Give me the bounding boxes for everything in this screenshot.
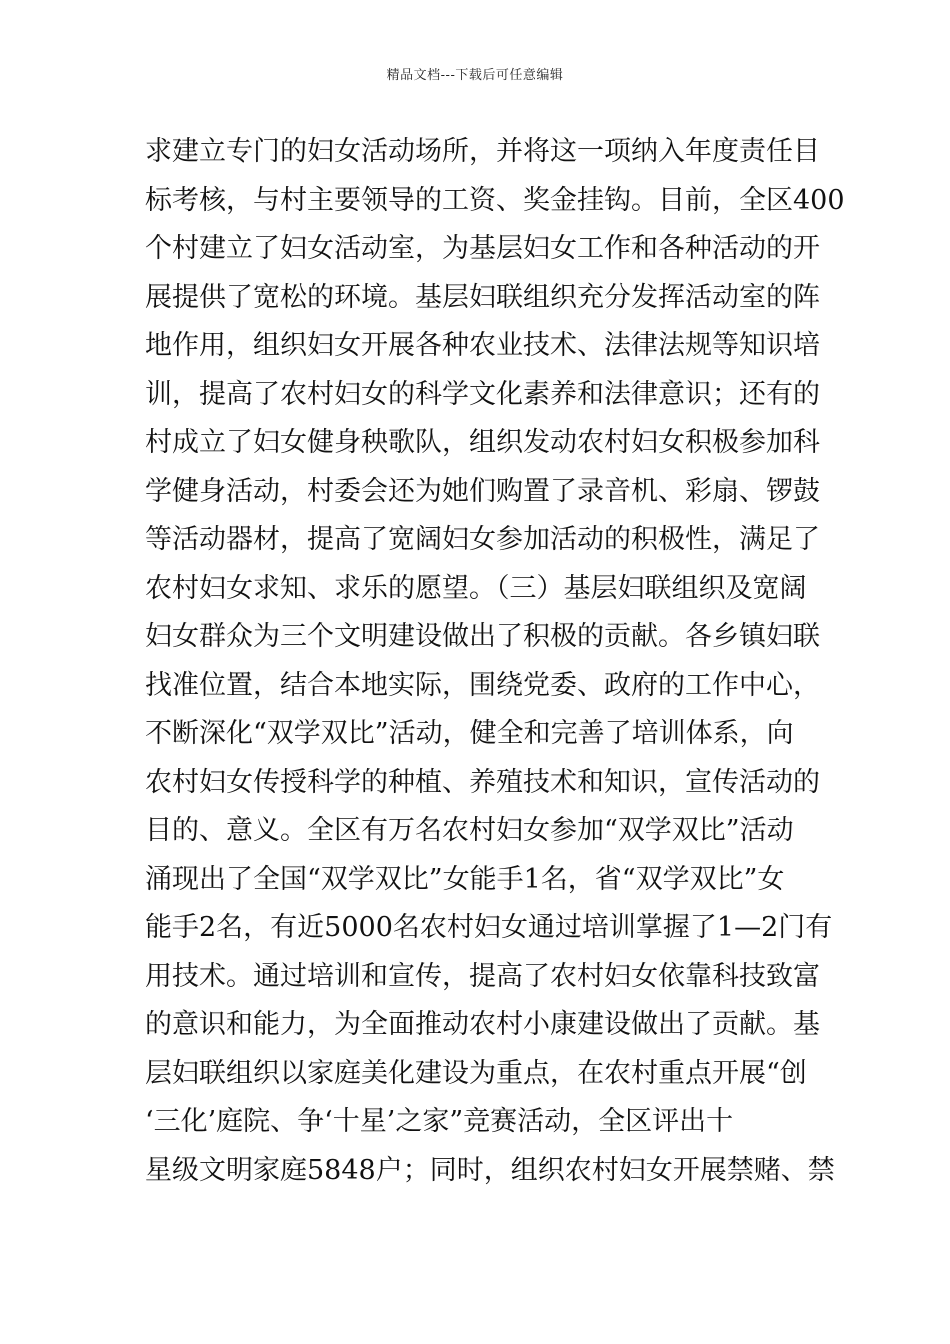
text-line: 标考核，与村主要领导的工资、奖金挂钩。目前，全区400	[145, 184, 845, 216]
text-line: 层妇联组织以家庭美化建设为重点，在农村重点开展“创	[145, 1057, 807, 1089]
text-line: 用技术。通过培训和宣传，提高了农村妇女依靠科技致富	[145, 960, 820, 992]
text-line: 的意识和能力，为全面推动农村小康建设做出了贡献。基	[145, 1009, 820, 1040]
text-line: 训，提高了农村妇女的科学文化素养和法律意识；还有的	[145, 378, 820, 410]
text-line: 星级文明家庭5848户；同时，组织农村妇女开展禁赌、禁	[145, 1154, 835, 1186]
text-line: 农村妇女求知、求乐的愿望。（三）基层妇联组织及宽阔	[145, 572, 807, 604]
text-line: 等活动器材，提高了宽阔妇女参加活动的积极性，满足了	[145, 524, 820, 555]
text-line: 农村妇女传授科学的种植、养殖技术和知识，宣传活动的	[145, 766, 820, 798]
text-line: 涌现出了全国“双学双比”女能手1名，省“双学双比”女	[145, 863, 785, 895]
text-line: 目的、意义。全区有万名农村妇女参加“双学双比”活动	[145, 815, 794, 846]
page-header: 精品文档---下载后可任意编辑	[386, 68, 564, 83]
text-line: ‘三化’庭院、争‘十星’之家”竞赛活动，全区评出十	[145, 1106, 734, 1137]
text-line: 不断深化“双学双比”活动，健全和完善了培训体系，向	[145, 718, 794, 749]
text-line: 村成立了妇女健身秧歌队，组织发动农村妇女积极参加科	[145, 427, 820, 458]
text-line: 地作用，组织妇女开展各种农业技术、法律法规等知识培	[145, 330, 820, 361]
body-text	[145, 128, 845, 1195]
text-line: 展提供了宽松的环境。基层妇联组织充分发挥活动室的阵	[145, 281, 820, 313]
text-line: 学健身活动，村委会还为她们购置了录音机、彩扇、锣鼓	[145, 475, 820, 507]
text-line: 求建立专门的妇女活动场所，并将这一项纳入年度责任目	[145, 136, 820, 167]
text-line: 妇女群众为三个文明建设做出了积极的贡献。各乡镇妇联	[145, 621, 820, 652]
text-line: 能手2名，有近5000名农村妇女通过培训掌握了1—2门有	[145, 912, 833, 943]
text-line: 个村建立了妇女活动室，为基层妇女工作和各种活动的开	[145, 233, 820, 264]
text-line: 找准位置，结合本地实际，围绕党委、政府的工作中心，	[145, 669, 820, 701]
